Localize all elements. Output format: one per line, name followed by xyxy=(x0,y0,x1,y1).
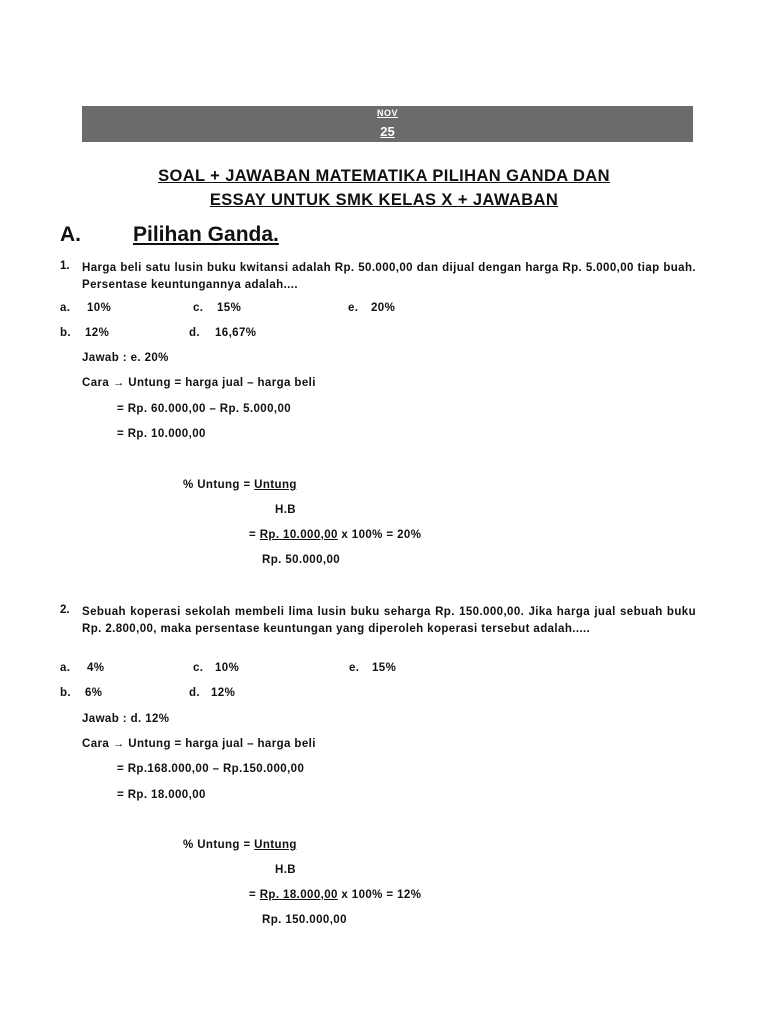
q1-calculation xyxy=(249,529,421,541)
q2-calc-equals: = xyxy=(249,889,260,901)
section-title: Pilihan Ganda. xyxy=(133,223,279,246)
q2-cara: Cara → Untung = harga jual – harga beli xyxy=(82,738,316,750)
q1-option-e-value: 20% xyxy=(371,302,396,314)
question-2-text: Sebuah koperasi sekolah membeli lima lusin buku seharga Rp. 150.000,00. Jika harga jual sebuah buku Rp. 2.800,00, maka persentase keuntungan yang diperoleh koperasi tersebut adalah..... xyxy=(82,606,696,635)
q2-option-b-letter: b. xyxy=(60,687,72,699)
q2-option-d-value: 12% xyxy=(211,687,236,699)
q2-option-a-letter: a. xyxy=(60,662,71,674)
question-2-number: 2. xyxy=(60,604,70,616)
q2-option-c-value: 10% xyxy=(215,662,240,674)
q2-option-c-letter: c. xyxy=(193,662,204,674)
title-line-1: SOAL + JAWABAN MATEMATIKA PILIHAN GANDA DAN xyxy=(158,167,610,185)
question-1-text: Harga beli satu lusin buku kwitansi adalah Rp. 50.000,00 dan dijual dengan harga Rp. 5.000,00 tiap buah. Persentase keuntungannya adalah.... xyxy=(82,262,696,291)
q1-calc-equals: = xyxy=(249,529,260,541)
title-line-2: ESSAY UNTUK SMK KELAS X + JAWABAN xyxy=(209,191,559,209)
q1-option-b-value: 12% xyxy=(85,327,110,339)
q1-percent-denominator: H.B xyxy=(275,504,297,516)
q2-calc-numerator: Rp. 18.000,00 xyxy=(259,889,338,901)
q2-option-e-letter: e. xyxy=(349,662,360,674)
q2-calculation xyxy=(249,889,421,901)
q1-option-e-letter: e. xyxy=(348,302,359,314)
q1-cara: Cara → Untung = harga jual – harga beli xyxy=(82,377,316,389)
q2-percent-label: % Untung = xyxy=(183,839,255,851)
q2-percent-denominator: H.B xyxy=(275,864,297,876)
q1-option-c-value: 15% xyxy=(217,302,242,314)
date-month: NOV xyxy=(376,108,398,118)
date-day: 25 xyxy=(380,124,395,139)
q1-percent-numerator: Untung xyxy=(254,479,297,491)
q1-option-d-value: 16,67% xyxy=(215,327,257,339)
q2-answer: Jawab : d. 12% xyxy=(82,713,170,725)
q1-percent-formula xyxy=(183,479,297,491)
q1-option-a-value: 10% xyxy=(87,302,112,314)
q2-option-a-value: 4% xyxy=(87,662,105,674)
q1-step-1: = Rp. 60.000,00 – Rp. 5.000,00 xyxy=(117,403,292,415)
q1-calc-numerator: Rp. 10.000,00 xyxy=(259,529,338,541)
q1-option-d-letter: d. xyxy=(189,327,201,339)
q1-calc-denominator: Rp. 50.000,00 xyxy=(262,554,341,566)
q1-option-b-letter: b. xyxy=(60,327,72,339)
q2-step-2: = Rp. 18.000,00 xyxy=(117,789,206,801)
q2-option-b-value: 6% xyxy=(85,687,103,699)
date-header-bar xyxy=(82,106,693,142)
document-title xyxy=(60,164,708,212)
q2-option-d-letter: d. xyxy=(189,687,201,699)
q1-answer: Jawab : e. 20% xyxy=(82,352,169,364)
q2-percent-numerator: Untung xyxy=(254,839,297,851)
q1-option-a-letter: a. xyxy=(60,302,71,314)
q1-option-c-letter: c. xyxy=(193,302,204,314)
q1-calc-result: x 100% = 20% xyxy=(337,529,422,541)
question-1-number: 1. xyxy=(60,260,70,272)
q2-percent-formula xyxy=(183,839,297,851)
q2-calc-denominator: Rp. 150.000,00 xyxy=(262,914,347,926)
section-letter: A. xyxy=(60,223,81,246)
q2-calc-result: x 100% = 12% xyxy=(337,889,422,901)
q2-option-e-value: 15% xyxy=(372,662,397,674)
q1-percent-label: % Untung = xyxy=(183,479,255,491)
q2-step-1: = Rp.168.000,00 – Rp.150.000,00 xyxy=(117,763,305,775)
q1-step-2: = Rp. 10.000,00 xyxy=(117,428,206,440)
